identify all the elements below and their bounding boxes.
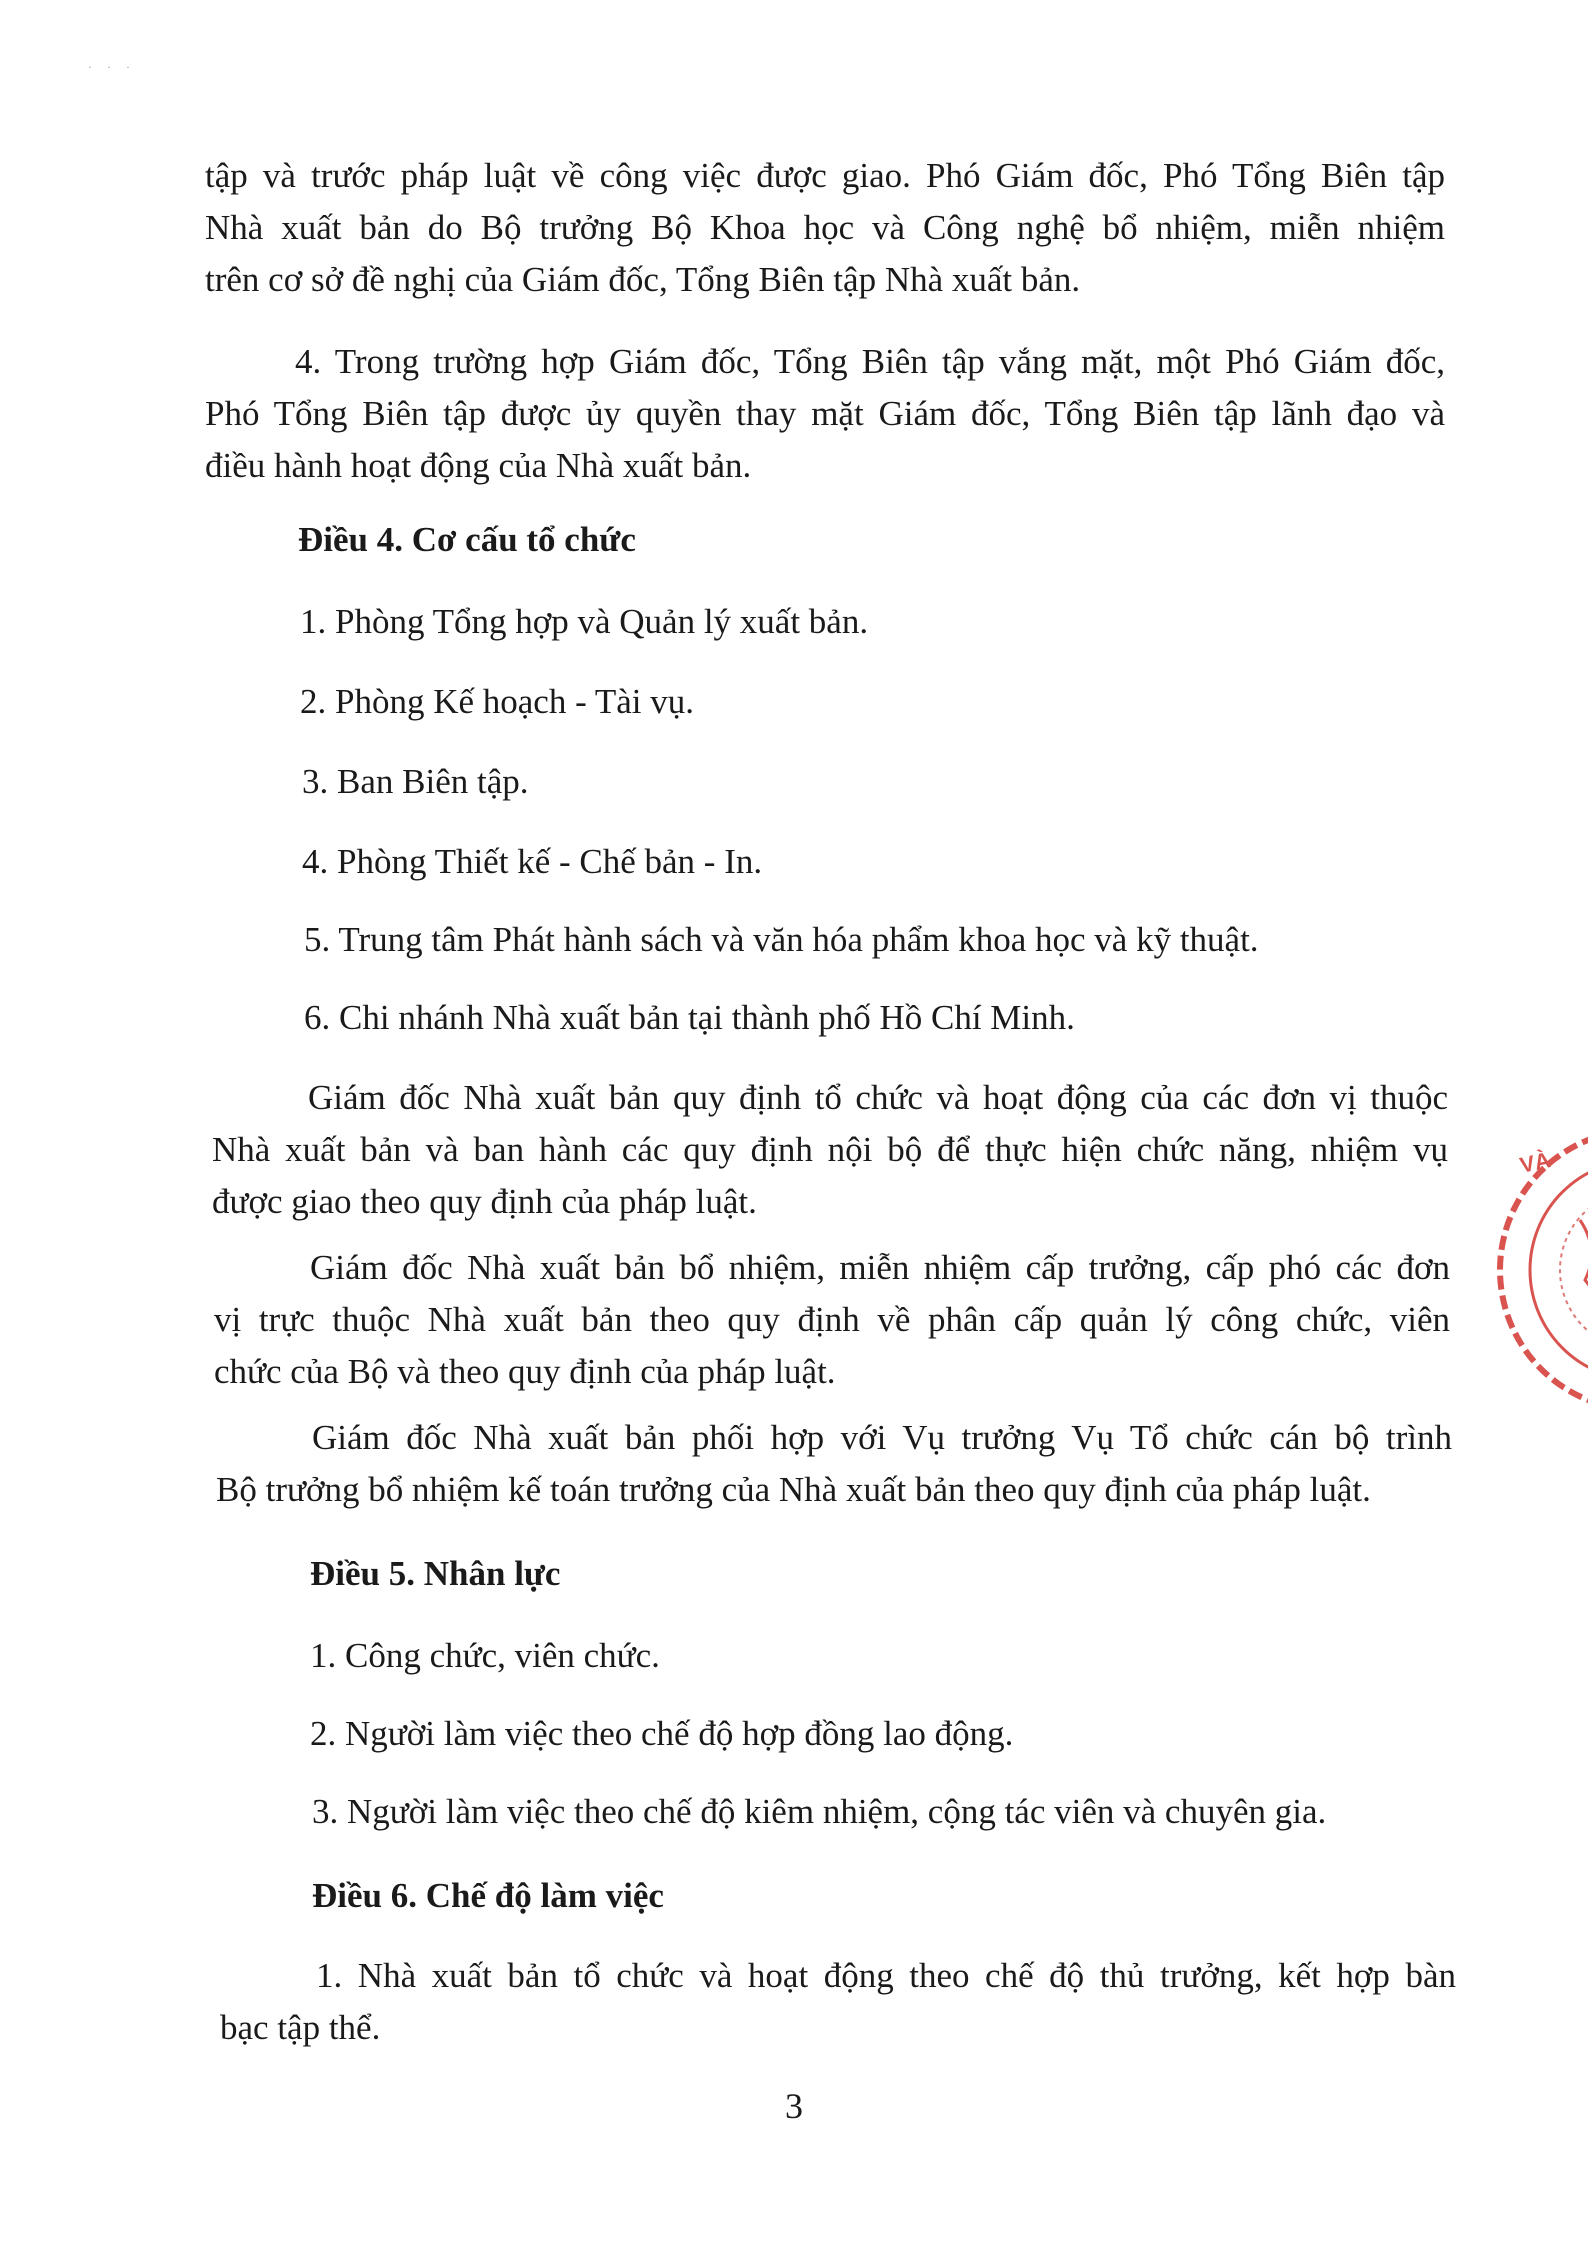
paragraph-clause-4 xyxy=(205,336,1445,492)
scan-specks: · · · xyxy=(88,60,136,74)
paragraph-continuation xyxy=(205,150,1445,306)
article-4-heading: Điều 4. Cơ cấu tổ chức xyxy=(298,520,636,559)
text-line: điều hành hoạt động của Nhà xuất bản. xyxy=(205,446,752,485)
list-item: 3. Người làm việc theo chế độ kiêm nhiệm, cộng tác viên và chuyên gia. xyxy=(312,1792,1327,1831)
stamp-text: VÀ xyxy=(1517,1147,1553,1178)
paragraph-article-4-a xyxy=(212,1072,1448,1228)
list-item: 6. Chi nhánh Nhà xuất bản tại thành phố Hồ Chí Minh. xyxy=(304,998,1075,1037)
article-6-heading: Điều 6. Chế độ làm việc xyxy=(312,1876,664,1915)
text-line: chức của Bộ và theo quy định của pháp luật. xyxy=(214,1352,836,1391)
text-line: Nhà xuất bản và ban hành các quy định nội bộ để thực hiện chức năng, nhiệm vụ xyxy=(212,1130,1448,1169)
text-line: vị trực thuộc Nhà xuất bản theo quy định về phân cấp quản lý công chức, viên xyxy=(214,1300,1450,1339)
paragraph-article-4-b xyxy=(214,1242,1450,1398)
list-item: 2. Người làm việc theo chế độ hợp đồng lao động. xyxy=(310,1714,1014,1753)
list-item: 1. Phòng Tổng hợp và Quản lý xuất bản. xyxy=(300,602,869,641)
article-5-heading: Điều 5. Nhân lực xyxy=(310,1554,561,1593)
text-line: Nhà xuất bản do Bộ trưởng Bộ Khoa học và Công nghệ bổ nhiệm, miễn nhiệm xyxy=(205,208,1445,247)
text-line: 4. Trong trường hợp Giám đốc, Tổng Biên tập vắng mặt, một Phó Giám đốc, xyxy=(295,342,1445,381)
text-line: Giám đốc Nhà xuất bản quy định tổ chức và hoạt động của các đơn vị thuộc xyxy=(308,1078,1448,1117)
paragraph-article-4-c xyxy=(216,1412,1452,1516)
paragraph-article-6-1 xyxy=(220,1950,1456,2054)
list-item: 2. Phòng Kế hoạch - Tài vụ. xyxy=(300,682,695,721)
text-line: Giám đốc Nhà xuất bản phối hợp với Vụ trưởng Vụ Tổ chức cán bộ trình xyxy=(312,1418,1452,1457)
list-item: 1. Công chức, viên chức. xyxy=(310,1636,660,1675)
text-line: Phó Tổng Biên tập được ủy quyền thay mặt Giám đốc, Tổng Biên tập lãnh đạo và xyxy=(205,394,1445,433)
list-item: 5. Trung tâm Phát hành sách và văn hóa phẩm khoa học và kỹ thuật. xyxy=(304,920,1259,959)
text-line: 1. Nhà xuất bản tổ chức và hoạt động theo chế độ thủ trưởng, kết hợp bàn xyxy=(316,1956,1456,1995)
text-line: được giao theo quy định của pháp luật. xyxy=(212,1182,757,1221)
list-item: 3. Ban Biên tập. xyxy=(302,762,529,801)
text-line: tập và trước pháp luật về công việc được giao. Phó Giám đốc, Phó Tổng Biên tập xyxy=(205,156,1445,195)
text-line: Giám đốc Nhà xuất bản bổ nhiệm, miễn nhiệm cấp trưởng, cấp phó các đơn xyxy=(310,1248,1450,1287)
text-line: Bộ trưởng bổ nhiệm kế toán trưởng của Nhà xuất bản theo quy định của pháp luật. xyxy=(216,1470,1371,1509)
page-number: 3 xyxy=(785,2086,803,2126)
list-item: 4. Phòng Thiết kế - Chế bản - In. xyxy=(302,842,763,881)
text-line: bạc tập thể. xyxy=(220,2008,381,2047)
text-line: trên cơ sở đề nghị của Giám đốc, Tổng Biên tập Nhà xuất bản. xyxy=(205,260,1081,299)
